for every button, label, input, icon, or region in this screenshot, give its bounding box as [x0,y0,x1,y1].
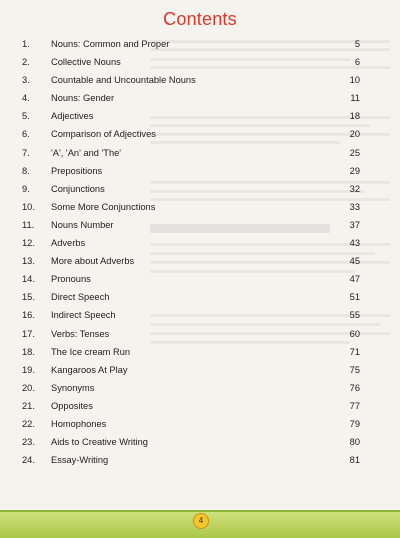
toc-entry [0,433,400,451]
toc-entry-page: 77 [349,400,360,411]
toc-entry [0,270,400,288]
toc-entry [0,343,400,361]
toc-entry [0,216,400,234]
toc-entry [0,451,400,469]
toc-entry-title: Countable and Uncountable Nouns [51,75,196,86]
toc-entry-page: 37 [349,219,360,230]
toc-entry [0,180,400,198]
toc-entry [0,415,400,433]
toc-entry-page: 20 [349,129,360,140]
toc-entry [0,198,400,216]
toc-entry-page: 25 [349,147,360,158]
toc-entry-title: Prepositions [51,165,103,176]
toc-entry-page: 6 [354,57,360,68]
toc-entry-title: Some More Conjunctions [51,201,156,212]
toc-entry [0,288,400,306]
toc-entry [0,107,400,125]
toc-entry-number: 5. [22,111,30,122]
toc-entry-page: 81 [349,455,360,466]
toc-entry-number: 7. [22,147,30,158]
toc-entry-page: 79 [349,418,360,429]
table-of-contents [0,35,400,469]
toc-entry-number: 12. [22,238,35,249]
toc-entry [0,35,400,53]
toc-entry-number: 14. [22,274,35,285]
toc-entry-title: Nouns Number [51,219,114,230]
toc-entry-number: 2. [22,57,30,68]
toc-entry-number: 20. [22,382,35,393]
toc-entry [0,252,400,270]
toc-entry-number: 11. [22,219,35,230]
toc-entry-number: 1. [22,39,30,49]
toc-entry-title: Nouns: Gender [51,93,115,104]
toc-entry-title: Adjectives [51,111,94,122]
toc-entry-number: 23. [22,437,35,448]
toc-entry-page: 43 [349,238,360,249]
toc-entry-title: Synonyms [51,382,95,393]
toc-entry-number: 17. [22,328,35,339]
toc-entry-title: Verbs: Tenses [51,328,110,339]
toc-entry-title: Kangaroos At Play [51,364,128,375]
toc-entry [0,89,400,107]
page-number-badge: 4 [193,513,209,529]
toc-entry-number: 3. [22,75,30,86]
toc-entry-title: Essay-Writing [51,455,109,466]
toc-entry-title: Opposites [51,400,93,411]
toc-entry-page: 80 [349,437,360,448]
toc-entry [0,306,400,324]
toc-entry-page: 33 [349,201,360,212]
toc-entry-page: 32 [349,183,360,194]
toc-entry [0,234,400,252]
toc-entry [0,53,400,71]
toc-entry-title: Aids to Creative Writing [51,437,148,448]
toc-entry-number: 22. [22,418,35,429]
toc-entry-number: 9. [22,183,30,194]
toc-entry-page: 51 [349,292,360,303]
toc-entry-title: The Ice cream Run [51,346,131,357]
toc-entry-title: Pronouns [51,274,91,285]
toc-entry-number: 19. [22,364,35,375]
toc-entry-title: Conjunctions [51,183,105,194]
toc-entry-number: 16. [22,310,35,321]
toc-entry-title: Comparison of Adjectives [51,129,156,140]
toc-entry-page: 47 [349,274,360,285]
toc-entry-title: Indirect Speech [51,310,116,321]
toc-entry-number: 6. [22,129,30,140]
toc-entry-title: Direct Speech [51,292,110,303]
toc-entry [0,71,400,89]
toc-entry [0,397,400,415]
toc-entry-title: Nouns: Common and Proper [51,39,170,49]
toc-entry-title: Homophones [51,418,107,429]
toc-entry-page: 29 [349,165,360,176]
toc-entry [0,325,400,343]
toc-entry-number: 8. [22,165,30,176]
toc-entry-page: 5 [354,39,360,49]
toc-entry [0,125,400,143]
toc-entry-title: Adverbs [51,238,86,249]
toc-entry-title: More about Adverbs [51,256,135,267]
toc-entry [0,361,400,379]
toc-entry-page: 10 [349,75,360,86]
toc-entry-page: 60 [349,328,360,339]
toc-entry-number: 24. [22,455,35,466]
toc-entry-page: 76 [349,382,360,393]
toc-entry [0,144,400,162]
toc-entry-title: 'A', 'An' and 'The' [51,147,122,158]
toc-entry-title: Collective Nouns [51,57,121,68]
toc-entry-number: 21. [22,400,35,411]
page-title: Contents [163,9,237,29]
toc-entry-page: 11 [350,93,360,104]
toc-entry-page: 18 [349,111,360,122]
toc-entry-number: 4. [22,93,30,104]
toc-entry-page: 75 [349,364,360,375]
toc-entry-page: 55 [349,310,360,321]
toc-entry-number: 10. [22,201,35,212]
toc-entry-number: 18. [22,346,35,357]
toc-entry-number: 15. [22,292,35,303]
toc-entry [0,379,400,397]
toc-entry-page: 71 [349,346,360,357]
toc-entry [0,162,400,180]
toc-entry-number: 13. [22,256,35,267]
toc-entry-page: 45 [349,256,360,267]
